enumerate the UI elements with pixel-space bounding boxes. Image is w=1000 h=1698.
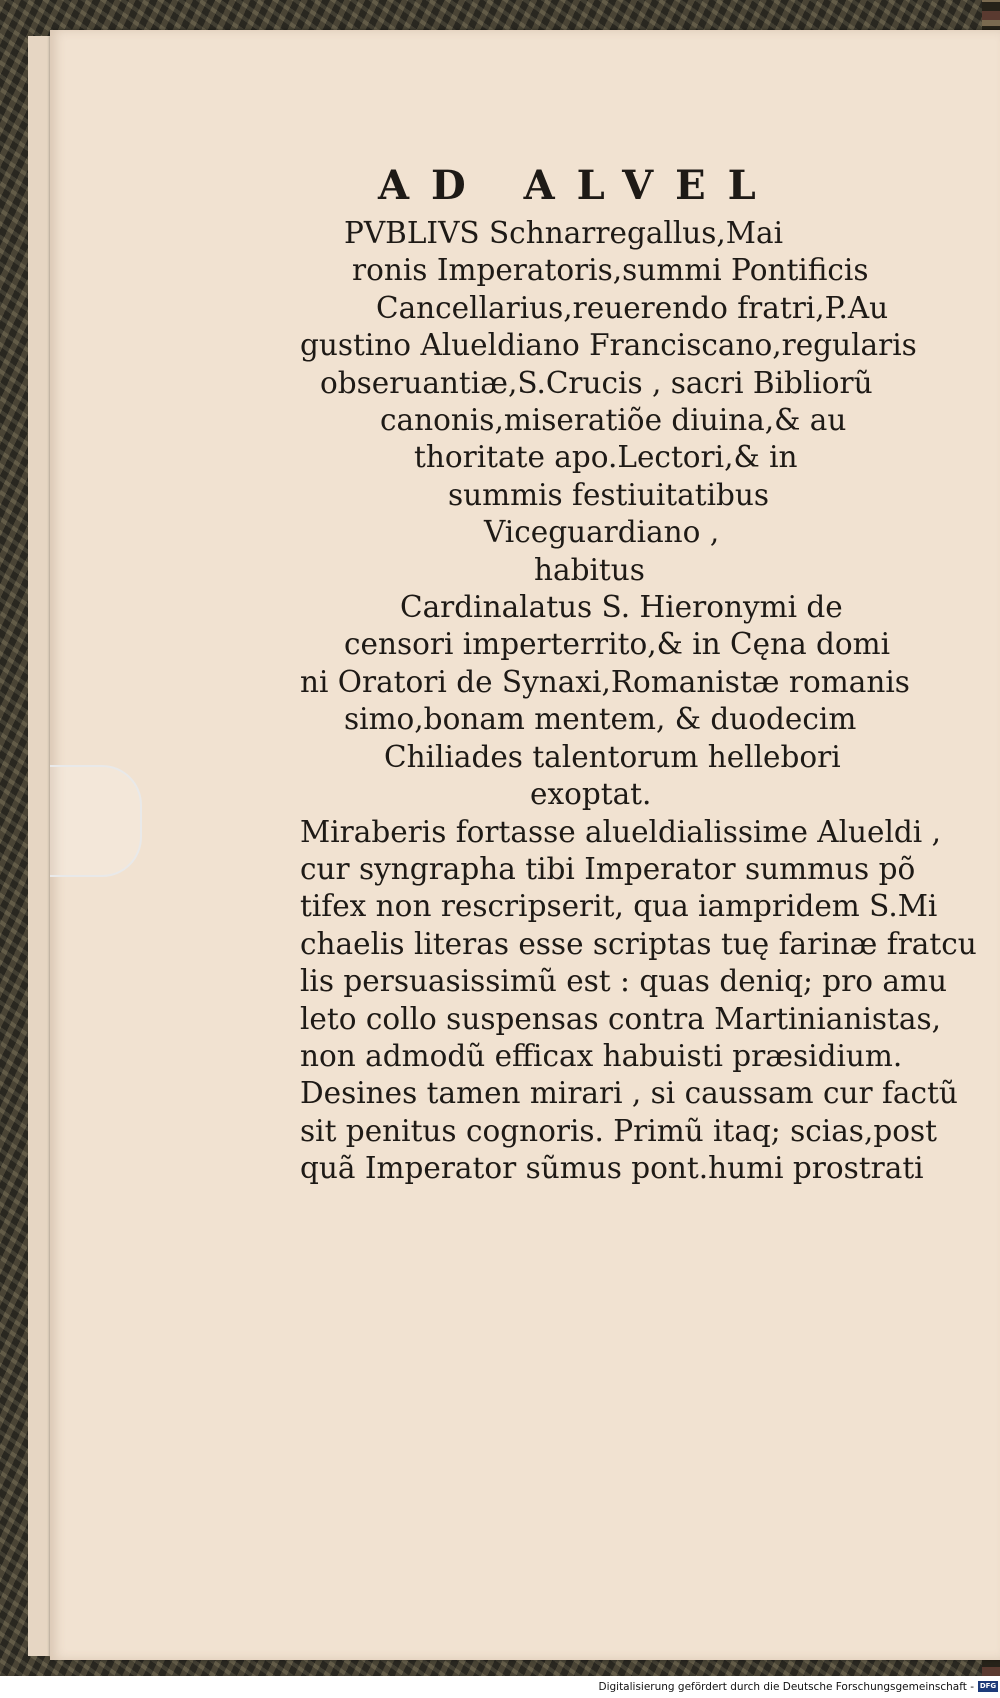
- text-line: non admodũ efficax habuisti præsidium.: [300, 1038, 903, 1073]
- text-line: habitus: [534, 552, 645, 587]
- text-line: censori imperterrito,& in Cęna domi: [344, 627, 891, 662]
- text-line: Cancellarius,reuerendo fratri,P.Au: [376, 290, 889, 325]
- text-line: Desines tamen mirari , si caussam cur factũ: [300, 1076, 958, 1111]
- text-line: sit penitus cognoris. Primũ itaq; scias,post: [300, 1113, 937, 1148]
- text-line: simo,bonam mentem, & duodecim: [344, 702, 857, 737]
- text-line: obseruantiæ,S.Crucis , sacri Bibliorũ: [320, 365, 873, 400]
- text-line: lis persuasissimũ est : quas deniq; pro amu: [300, 964, 947, 999]
- text-line: Miraberis fortasse alueldialissime Alueldi ,: [300, 814, 941, 849]
- text-line: leto collo suspensas contra Martinianistas,: [300, 1001, 941, 1036]
- text-line: canonis,miseratiõe diuina,& au: [380, 403, 847, 438]
- text-line: ni Oratori de Synaxi,Romanistæ romanis: [300, 664, 910, 699]
- text-line: ronis Imperatoris,summi Pontificis: [352, 253, 869, 288]
- text-line: thoritate apo.Lectori,& in: [414, 440, 798, 475]
- page-clip: [50, 765, 142, 877]
- text-line: PVBLIVS Schnarregallus,Mai: [344, 216, 784, 250]
- page-heading: AD ALVEL: [378, 162, 778, 209]
- text-line: exoptat.: [530, 777, 652, 812]
- text-line: quã Imperator sũmus pont.humi prostrati: [300, 1151, 924, 1186]
- text-line: Chiliades talentorum hellebori: [384, 739, 841, 774]
- text-line: cur syngrapha tibi Imperator summus põ: [300, 851, 916, 886]
- text-line: gustino Alueldiano Franciscano,regularis: [300, 328, 917, 363]
- text-line: chaelis literas esse scriptas tuę farinæ fratcu: [300, 926, 977, 961]
- text-line: tifex non rescripserit, qua iampridem S.Mi: [300, 889, 938, 924]
- text-line: Viceguardiano ,: [484, 515, 720, 550]
- text-line: summis festiuitatibus: [448, 477, 770, 512]
- dfg-logo: DFG: [979, 1682, 997, 1690]
- text-line: Cardinalatus S. Hieronymi de: [400, 590, 843, 625]
- footer-bar: [0, 1676, 1000, 1698]
- funding-note: Digitalisierung gefördert durch die Deutsche Forschungsgemeinschaft -: [598, 1681, 974, 1693]
- latin-text-block: [300, 150, 977, 1188]
